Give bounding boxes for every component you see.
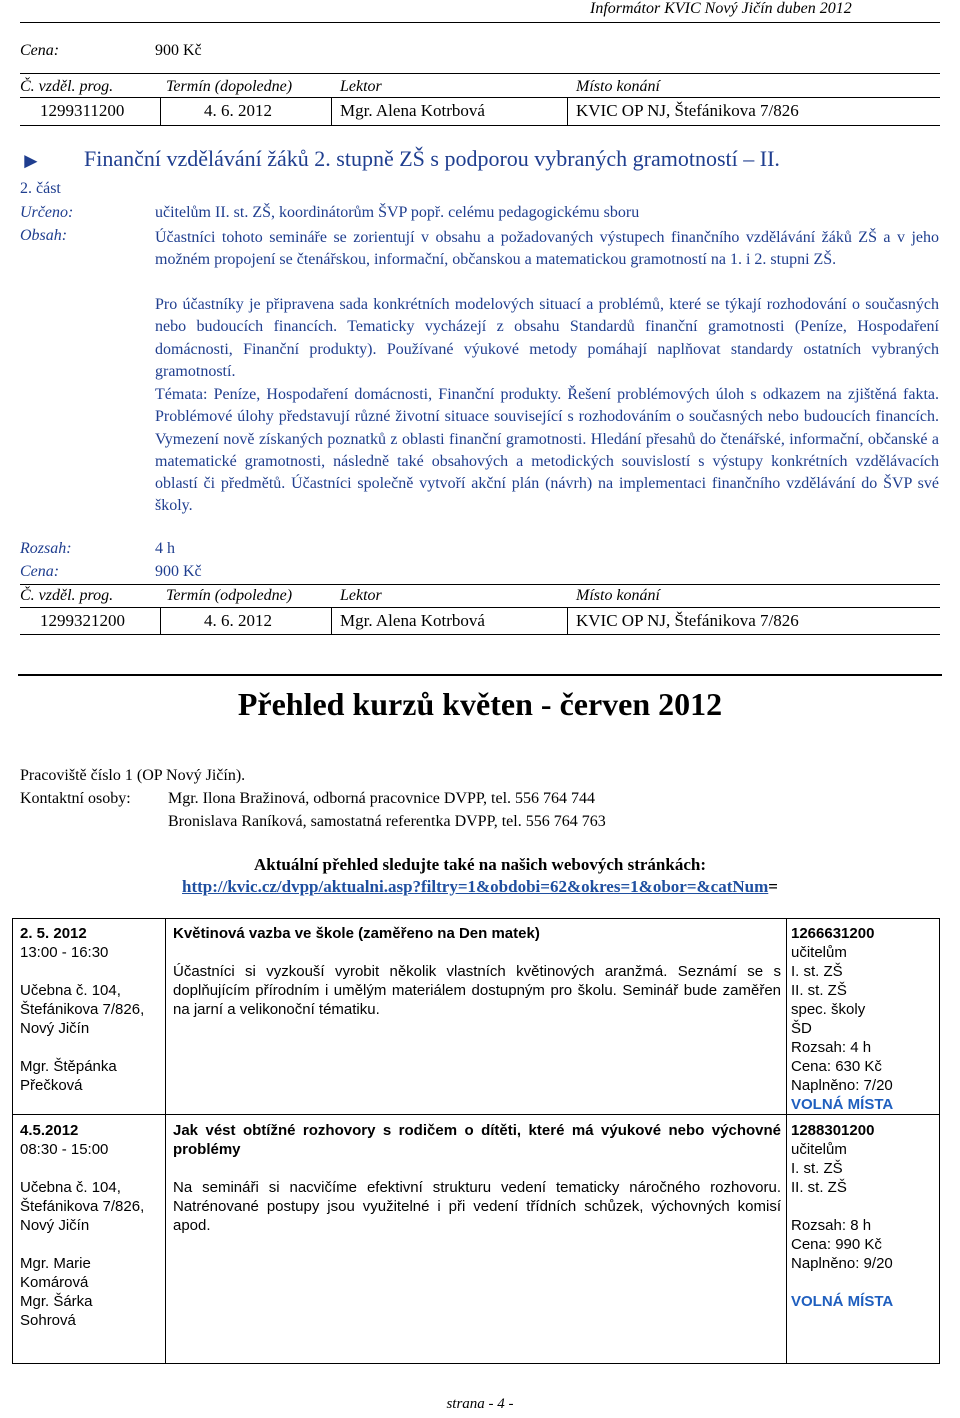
course-code: 1299311200 (40, 101, 125, 120)
target-group: I. st. ZŠ (791, 1160, 843, 1177)
cena-value-2: 900 Kč (155, 563, 202, 580)
table-bottom-rule (20, 125, 940, 126)
urceno-value-rest: celému pedagogickému sboru (444, 204, 640, 221)
target-group: spec. školy (791, 1001, 866, 1018)
course-rozsah: Rozsah: 4 h (791, 1039, 872, 1056)
course-address: Štefánikova 7/826, (20, 1198, 145, 1215)
th-termin: Termín (dopoledne) (166, 78, 293, 95)
course-info-cell (173, 924, 781, 1019)
course-lector-2: Mgr. Alena Kotrbová (340, 611, 485, 630)
course-naplneno: Naplněno: 9/20 (791, 1255, 893, 1272)
web-note: Aktuální přehled sledujte také na našich webových stránkách: (254, 855, 706, 874)
urceno-value (155, 204, 639, 222)
obsah-paragraph-1: Účastníci tohoto semináře se zorientují v obsahu a požadovaných výstupech finančního vzdělávání žáků ZŠ a v jeho možném propojení se čtenářskou, informační, občanskou a matematickou gramotností na 1. i 2. stupni ZŠ. (155, 229, 939, 269)
table-mid-rule (20, 97, 940, 98)
course-place: KVIC OP NJ, Štefánikova 7/826 (576, 101, 799, 120)
section-divider (18, 674, 942, 676)
course-description: Účastníci si vyzkouší vyrobit několik vlastních květinových aranžmá. Seznámí se s doplňujícím přírodním i umělým materiálem dostupným pro školu. Seminář bude zaměřen na jarní a velikonoční tématiku. (173, 963, 781, 1018)
workplace: Pracoviště číslo 1 (OP Nový Jičín). (20, 767, 246, 784)
course-description: Na semináři si nacvičíme efektivní strukturu vedení tematicky náročného rozhovoru. Natrénované postupy jsou využitelné i při vedení třídních schůzek, výchovných komisí apod. (173, 1179, 781, 1234)
course-info-cell (173, 1121, 781, 1235)
course-title: Jak vést obtížné rozhovory s rodičem o dítěti, které má výukové nebo výchovné problémy (173, 1122, 781, 1158)
contact-2: Bronislava Raníková, samostatná referentka DVPP, tel. 556 764 763 (168, 813, 606, 830)
th-lektor: Lektor (340, 78, 382, 95)
course-title: Finanční vzdělávání žáků 2. stupně ZŠ s podporou vybraných gramotností – II. (84, 146, 780, 171)
target-group: I. st. ZŠ (791, 963, 843, 980)
contact-1: Mgr. Ilona Bražinová, odborná pracovnice DVPP, tel. 556 764 744 (168, 790, 596, 807)
course-naplneno: Naplněno: 7/20 (791, 1077, 893, 1094)
th-misto-2: Místo konání (576, 587, 660, 604)
table-col-divider (331, 97, 332, 125)
table2-col-divider (567, 607, 568, 634)
th-program-2: Č. vzděl. prog. (20, 587, 114, 604)
course-lector: Přečková (20, 1077, 83, 1094)
cena-value: 900 Kč (155, 42, 202, 59)
cena-label: Cena: (20, 42, 60, 59)
course-date-2: 4. 6. 2012 (204, 611, 272, 630)
course-lector: Mgr. Štěpánka (20, 1058, 117, 1075)
course-cena: Cena: 990 Kč (791, 1236, 882, 1253)
overview-title: Přehled kurzů květen - červen 2012 (237, 686, 723, 722)
contacts-label: Kontaktní osoby: (20, 790, 131, 807)
table-col-divider (567, 97, 568, 125)
running-header: Informátor KVIC Nový Jičín duben 2012 (590, 0, 852, 17)
table2-top-rule (20, 584, 940, 585)
course-lector: Komárová (20, 1274, 89, 1291)
web-url-link[interactable]: http://kvic.cz/dvpp/aktualni.asp?filtry=1&obdobi=62&okres=1&obor=&catNum (182, 877, 769, 896)
course-address: Štefánikova 7/826, (20, 1001, 145, 1018)
course-title: Květinová vazba ve škole (zaměřeno na Den matek) (173, 925, 540, 942)
course-code: 1266631200 (791, 925, 875, 942)
course-lector: Mgr. Marie (20, 1255, 91, 1272)
course-subtitle: 2. část (20, 180, 61, 197)
obsah-paragraph-3: Témata: Peníze, Hospodaření domácnosti, Finanční produkty. Řešení problémových úloh s odkazem na zjištěná fakta. Problémové úlohy představují různé životní situace související s rozhodováním o současných nebo budoucích financích. Vymezení nově získaných poznatků z oblasti finanční gramotnosti. Hledání přesahů do čtenářské, informační, občanské a matematické gramotnosti, následně také obsahových a metodických souvislostí s výstupy konkrétních vzdělávacích oblastí či předmětů. Účastníci společně vytvoří akční plán (návrh) na implementaci finančního vzdělávání do ŠVP své školy. (155, 386, 939, 515)
web-url-suffix: = (768, 877, 778, 896)
courses-table-col-divider (165, 918, 166, 1364)
target-group: učitelům (791, 1141, 847, 1158)
course-date: 4.5.2012 (20, 1122, 79, 1139)
target-group: ŠD (791, 1020, 812, 1037)
header-rule (20, 22, 940, 23)
course-date-cell (20, 1121, 162, 1330)
th-termin-2: Termín (odpoledne) (166, 587, 293, 604)
obsah-paragraph-2: Pro účastníky je připravena sada konkrétních modelových situací a problémů, které se týkají rozhodování o současných nebo budoucích financích. Tematicky vycházejí z obsahu Standardů finanční gramotnosti (Peníze, Hospodaření domácnosti, Finanční produkty). Používané výukové metody pomáhají naplňovat standardy ostatních vybraných gramotností. (155, 296, 939, 380)
courses-table-col-divider (786, 918, 787, 1364)
course-lector: Mgr. Šárka (20, 1293, 93, 1310)
course-date: 2. 5. 2012 (20, 925, 87, 942)
course-time: 08:30 - 15:00 (20, 1141, 109, 1158)
status-badge: VOLNÁ MÍSTA (791, 1293, 894, 1310)
course-time: 13:00 - 16:30 (20, 944, 109, 961)
table2-col-divider (331, 607, 332, 634)
courses-table-row-divider (12, 1114, 940, 1115)
course-meta-cell (791, 1121, 931, 1311)
course-code-2: 1299321200 (40, 611, 125, 630)
urceno-label: Určeno: (20, 204, 74, 221)
course-rozsah: Rozsah: 8 h (791, 1217, 872, 1234)
status-badge: VOLNÁ MÍSTA (791, 1096, 894, 1113)
web-url-line (0, 877, 960, 897)
urceno-value-main: učitelům II. st. ZŠ, koordinátorům ŠVP popř. (155, 204, 445, 221)
course-place-2: KVIC OP NJ, Štefánikova 7/826 (576, 611, 799, 630)
course-lector: Mgr. Alena Kotrbová (340, 101, 485, 120)
course-date-cell (20, 924, 162, 1095)
course-city: Nový Jičín (20, 1217, 90, 1234)
course-city: Nový Jičín (20, 1020, 90, 1037)
th-lektor-2: Lektor (340, 587, 382, 604)
course-code: 1288301200 (791, 1122, 875, 1139)
course-room: Učebna č. 104, (20, 982, 121, 999)
table2-col-divider (160, 607, 161, 634)
target-group: II. st. ZŠ (791, 982, 847, 999)
target-group: II. st. ZŠ (791, 1179, 847, 1196)
table-col-divider (160, 97, 161, 125)
rozsah-value: 4 h (155, 540, 175, 557)
rozsah-label: Rozsah: (20, 540, 72, 557)
bullet-arrow-icon: ► (20, 148, 42, 173)
table-top-rule (20, 73, 940, 74)
table2-bottom-rule (20, 634, 940, 635)
table2-mid-rule (20, 607, 940, 608)
course-room: Učebna č. 104, (20, 1179, 121, 1196)
course-date: 4. 6. 2012 (204, 101, 272, 120)
th-misto: Místo konání (576, 78, 660, 95)
course-meta-cell (791, 924, 931, 1114)
cena-label-2: Cena: (20, 563, 60, 580)
target-group: učitelům (791, 944, 847, 961)
page-number: strana - 4 - (446, 1396, 514, 1412)
obsah-label: Obsah: (20, 227, 68, 244)
course-lector: Sohrová (20, 1312, 76, 1329)
th-program: Č. vzděl. prog. (20, 78, 114, 95)
course-cena: Cena: 630 Kč (791, 1058, 882, 1075)
